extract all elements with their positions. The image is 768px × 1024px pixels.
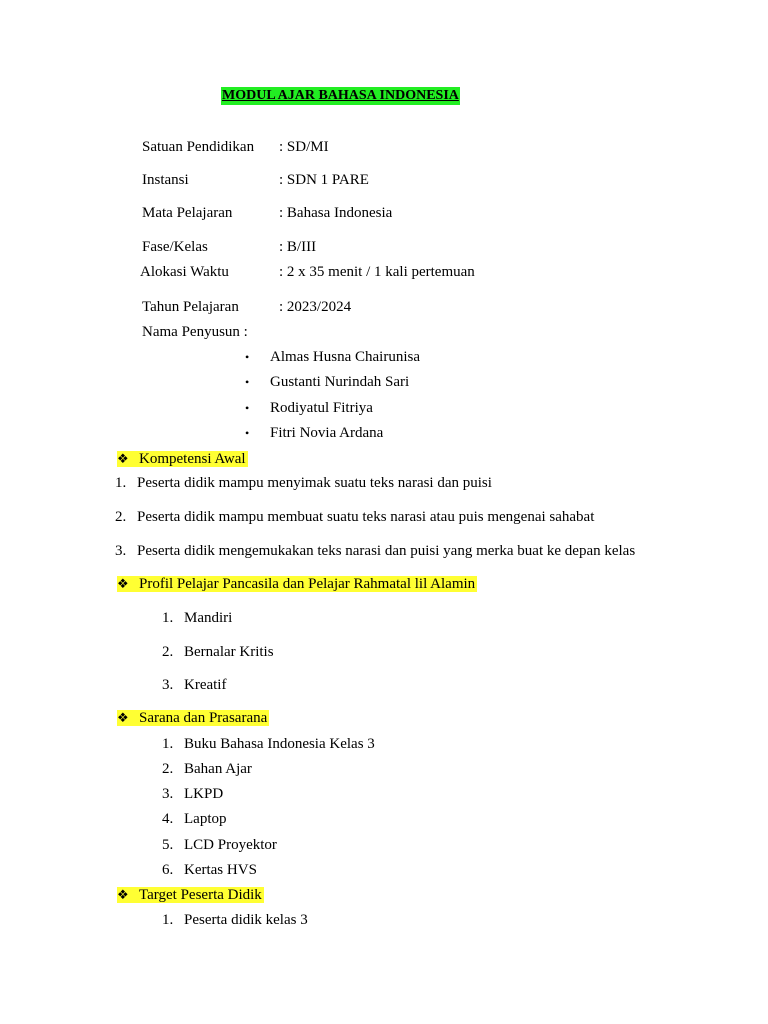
heading-text: Profil Pelajar Pancasila dan Pelajar Rahmatal lil Alamin [139,576,476,592]
heading-text: Kompetensi Awal [139,451,246,467]
list-item [115,508,594,526]
value-mata-pelajaran: : Bahasa Indonesia [279,205,393,221]
label-alokasi-waktu: Alokasi Waktu [140,264,229,280]
list-text: Buku Bahasa Indonesia Kelas 3 [184,736,375,752]
list-number: 2. [162,644,174,660]
label-instansi: Instansi [142,172,189,188]
list-text: Bernalar Kritis [184,644,274,660]
list-item [162,861,257,879]
list-item [162,911,308,929]
bullet-icon: • [245,401,250,415]
heading-text: Target Peserta Didik [139,887,262,903]
list-number: 2. [115,509,127,525]
diamond-bullet-icon: ❖ [117,887,129,902]
author-item: Fitri Novia Ardana [270,425,384,441]
bullet-icon: • [245,426,250,440]
list-text: LCD Proyektor [184,837,277,853]
author-item: Almas Husna Chairunisa [270,349,420,365]
list-item [162,609,232,627]
list-item [115,542,635,560]
list-text: Peserta didik mampu membuat suatu teks narasi atau puis mengenai sahabat [137,509,595,525]
label-fase-kelas: Fase/Kelas [142,239,208,255]
list-text: Peserta didik mengemukakan teks narasi dan puisi yang merka buat ke depan kelas [137,543,636,559]
list-number: 1. [162,912,174,928]
list-text: Laptop [184,811,227,827]
list-number: 1. [162,610,174,626]
list-item [162,735,375,753]
value-fase-kelas: : B/III [279,239,317,255]
list-item [162,760,252,778]
section-heading-profil [117,575,477,593]
value-instansi: : SDN 1 PARE [279,172,369,188]
list-text: Kertas HVS [184,862,257,878]
author-item: Gustanti Nurindah Sari [270,374,410,390]
label-nama-penyusun: Nama Penyusun : [142,324,248,340]
diamond-bullet-icon: ❖ [117,710,129,725]
list-text: Bahan Ajar [184,761,252,777]
list-item [162,810,227,828]
list-text: Peserta didik mampu menyimak suatu teks narasi dan puisi [137,475,492,491]
heading-text: Sarana dan Prasarana [139,710,268,726]
list-number: 3. [115,543,127,559]
document-title: MODUL AJAR BAHASA INDONESIA [222,88,459,103]
bullet-icon: • [245,350,250,364]
bullet-icon: • [245,375,250,389]
diamond-bullet-icon: ❖ [117,576,129,591]
value-satuan-pendidikan: : SD/MI [279,139,329,155]
list-number: 6. [162,862,174,878]
list-item [162,643,274,661]
author-item: Rodiyatul Fitriya [270,400,373,416]
list-text: LKPD [184,786,224,802]
list-text: Kreatif [184,677,227,693]
section-heading-kompetensi [117,450,248,468]
list-number: 1. [115,475,127,491]
list-item [162,836,277,854]
list-number: 3. [162,677,174,693]
list-item [115,474,492,492]
label-mata-pelajaran: Mata Pelajaran [142,205,233,221]
list-text: Mandiri [184,610,233,626]
list-number: 3. [162,786,174,802]
list-number: 5. [162,837,174,853]
section-heading-sarana [117,709,269,727]
diamond-bullet-icon: ❖ [117,451,129,466]
list-number: 1. [162,736,174,752]
list-number: 2. [162,761,174,777]
value-tahun-pelajaran: : 2023/2024 [279,299,352,315]
section-heading-target [117,886,264,904]
list-text: Peserta didik kelas 3 [184,912,308,928]
list-number: 4. [162,811,174,827]
list-item [162,676,226,694]
list-item [162,785,223,803]
value-alokasi-waktu: : 2 x 35 menit / 1 kali pertemuan [279,264,475,280]
label-satuan-pendidikan: Satuan Pendidikan [142,139,255,155]
label-tahun-pelajaran: Tahun Pelajaran [142,299,239,315]
